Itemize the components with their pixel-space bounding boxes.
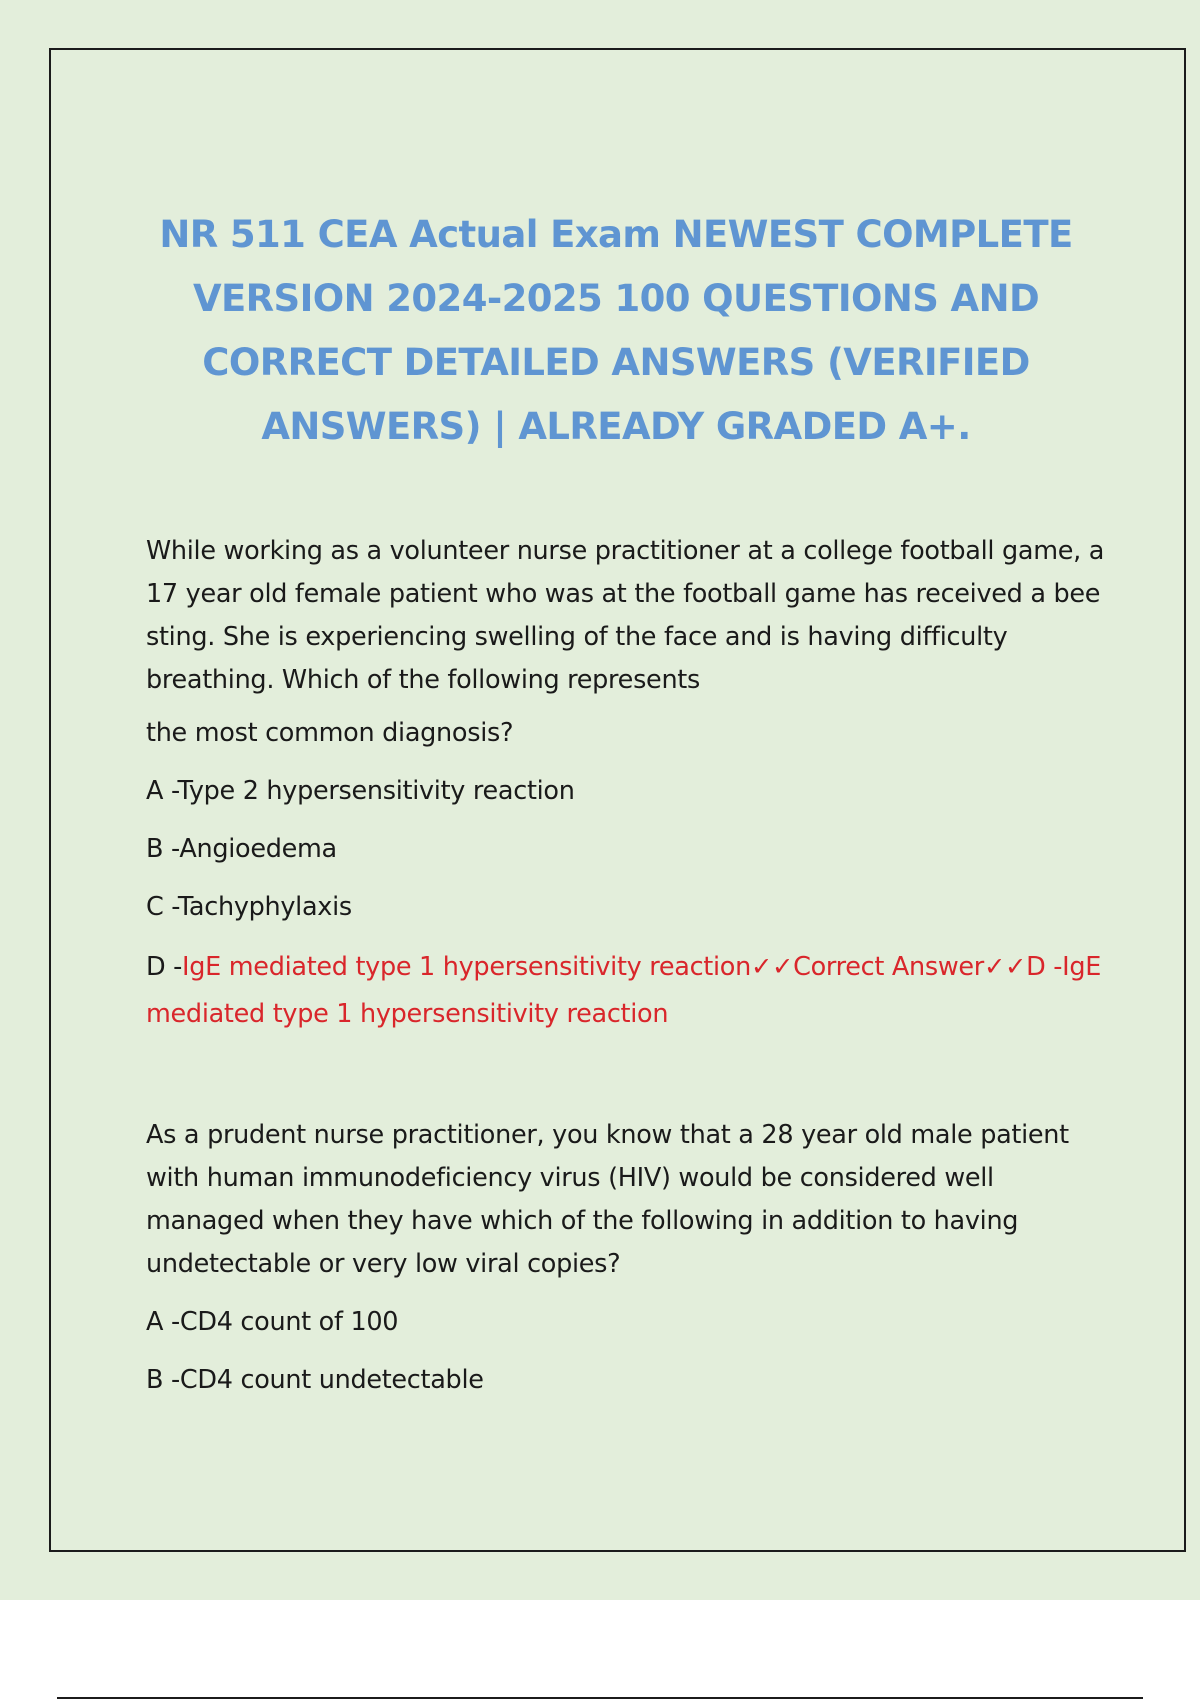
question-1-stem: While working as a volunteer nurse practitioner at a college football game, a 17 year old female patient who was at the football game has received a bee sting. She is experiencing swelling of the face and is having difficulty breathing. Which of the following represents bbox=[146, 536, 1105, 695]
option-label: A - bbox=[146, 1307, 180, 1337]
question-1-option-a bbox=[146, 770, 1106, 813]
option-label: B - bbox=[146, 834, 180, 864]
question-2-option-a bbox=[146, 1301, 1106, 1344]
question-1-option-b bbox=[146, 828, 1106, 871]
document-body bbox=[146, 530, 1106, 1402]
footer-divider bbox=[57, 1697, 1143, 1699]
question-1-option-d-correct bbox=[146, 944, 1106, 1038]
option-text: Tachyphylaxis bbox=[177, 892, 352, 922]
option-text: Type 2 hypersensitivity reaction bbox=[177, 776, 575, 806]
question-1 bbox=[146, 530, 1106, 1038]
option-text: CD4 count undetectable bbox=[179, 1365, 484, 1395]
question-1-stem-tail: the most common diagnosis? bbox=[146, 718, 514, 748]
question-2 bbox=[146, 1114, 1106, 1402]
question-2-option-b bbox=[146, 1359, 1106, 1402]
correct-answer-text: IgE mediated type 1 hypersensitivity reaction✓✓Correct Answer✓✓D -IgE mediated type 1 hypersensitivity reaction bbox=[146, 952, 1102, 1029]
question-2-stem: As a prudent nurse practitioner, you know that a 28 year old male patient with human immunodeficiency virus (HIV) would be considered well managed when they have which of the following in addition to having undetectable or very low viral copies? bbox=[146, 1120, 1069, 1279]
option-label: D - bbox=[146, 952, 183, 982]
question-1-option-c bbox=[146, 886, 1106, 929]
option-label: C - bbox=[146, 892, 178, 922]
document-title: NR 511 CEA Actual Exam NEWEST COMPLETE VERSION 2024-2025 100 QUESTIONS AND CORRECT DETAILED ANSWERS (VERIFIED ANSWERS) | ALREADY GRADED A+. bbox=[159, 213, 1073, 448]
option-text: Angioedema bbox=[179, 834, 337, 864]
option-text: CD4 count of 100 bbox=[179, 1307, 399, 1337]
option-label: B - bbox=[146, 1365, 180, 1395]
option-label: A - bbox=[146, 776, 178, 806]
